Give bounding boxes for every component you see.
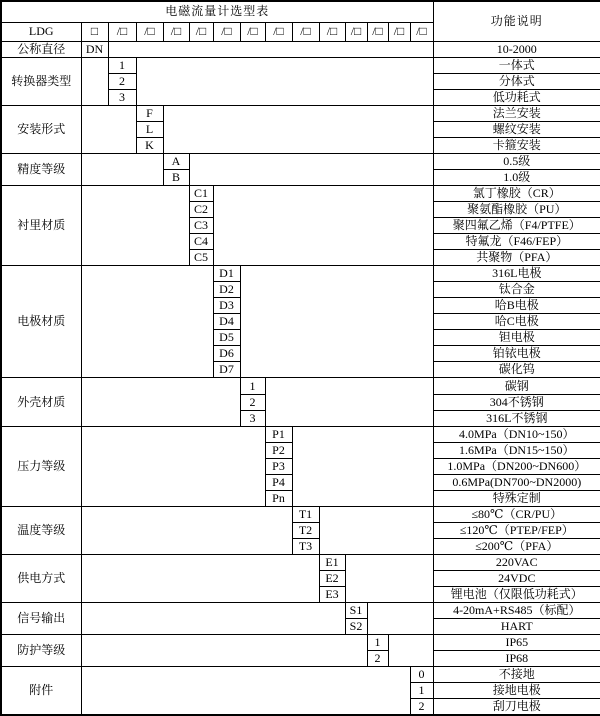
- spacer-cell: [163, 105, 433, 153]
- code-cell: 3: [240, 410, 265, 426]
- code-cell: K: [136, 137, 163, 153]
- code-cell: 3: [108, 89, 136, 105]
- function-cell: 锂电池（仅限低功耗式）: [433, 587, 600, 603]
- function-cell: 刮刀电极: [433, 699, 600, 715]
- code-cell: 1: [367, 635, 388, 651]
- code-cell: D7: [213, 362, 240, 378]
- table-row: [1, 555, 600, 571]
- code-cell: C4: [189, 234, 213, 250]
- model-slash-box-cell: /□: [108, 22, 136, 41]
- spacer-cell: [319, 506, 433, 554]
- table-row: [1, 153, 600, 169]
- code-cell: S2: [345, 619, 367, 635]
- function-cell: 螺纹安装: [433, 121, 600, 137]
- title-row: [1, 1, 600, 22]
- function-cell: 0.6MPa(DN700~DN2000): [433, 474, 600, 490]
- code-cell: T2: [292, 522, 319, 538]
- spacer-cell: [81, 667, 410, 715]
- category-label: 电极材质: [1, 266, 81, 378]
- code-cell: 2: [410, 699, 433, 715]
- spacer-cell: [213, 185, 433, 265]
- model-slash-box-cell: /□: [319, 22, 345, 41]
- code-cell: P4: [265, 474, 292, 490]
- function-cell: 钛合金: [433, 282, 600, 298]
- spacer-cell: [367, 603, 433, 635]
- category-label: 外壳材质: [1, 378, 81, 426]
- code-cell: 2: [108, 73, 136, 89]
- code-cell: A: [163, 153, 189, 169]
- category-label: 安装形式: [1, 105, 81, 153]
- code-cell: 1: [240, 378, 265, 394]
- code-cell: E1: [319, 555, 345, 571]
- table-row: [1, 105, 600, 121]
- code-cell: C3: [189, 218, 213, 234]
- function-cell: 1.0级: [433, 169, 600, 185]
- table-row: [1, 667, 600, 683]
- code-cell: Pn: [265, 490, 292, 506]
- function-cell: 法兰安装: [433, 105, 600, 121]
- function-cell: ≤80℃（CR/PU）: [433, 506, 600, 522]
- function-cell: 特殊定制: [433, 490, 600, 506]
- category-label: 衬里材质: [1, 185, 81, 265]
- category-label: 附件: [1, 667, 81, 715]
- table-row: [1, 57, 600, 73]
- code-cell: T1: [292, 506, 319, 522]
- code-cell: E3: [319, 587, 345, 603]
- model-slash-box-cell: /□: [163, 22, 189, 41]
- model-slash-box-cell: /□: [213, 22, 240, 41]
- spacer-cell: [136, 57, 433, 105]
- code-cell: S1: [345, 603, 367, 619]
- function-cell: IP65: [433, 635, 600, 651]
- category-label: 供电方式: [1, 555, 81, 603]
- table-row: [1, 426, 600, 442]
- function-column-header: 功能说明: [433, 1, 600, 41]
- function-cell: 0.5级: [433, 153, 600, 169]
- page-title: 电磁流量计选型表: [1, 1, 433, 22]
- function-cell: 24VDC: [433, 571, 600, 587]
- spacer-cell: [345, 555, 433, 603]
- spacer-cell: [81, 57, 108, 105]
- table-row: [1, 635, 600, 651]
- function-cell: IP68: [433, 651, 600, 667]
- code-cell: D4: [213, 314, 240, 330]
- spacer-cell: [81, 185, 189, 265]
- code-cell: 1: [410, 683, 433, 699]
- function-cell: ≤120℃（PTEP/FEP）: [433, 522, 600, 538]
- code-cell: C2: [189, 201, 213, 217]
- function-cell: ≤200℃（PFA）: [433, 538, 600, 554]
- spacer-cell: [81, 153, 163, 185]
- code-cell: DN: [81, 41, 108, 57]
- table-row: [1, 41, 600, 57]
- category-label: 精度等级: [1, 153, 81, 185]
- function-cell: 304不锈钢: [433, 394, 600, 410]
- function-cell: 钽电极: [433, 330, 600, 346]
- model-slash-box-cell: /□: [189, 22, 213, 41]
- spacer-cell: [81, 105, 136, 153]
- spacer-cell: [81, 555, 319, 603]
- category-label: 压力等级: [1, 426, 81, 506]
- code-cell: L: [136, 121, 163, 137]
- function-cell: 1.6MPa（DN15~150）: [433, 442, 600, 458]
- code-cell: P2: [265, 442, 292, 458]
- model-slash-box-cell: /□: [345, 22, 367, 41]
- spacer-cell: [81, 635, 367, 667]
- code-cell: D2: [213, 282, 240, 298]
- function-cell: 10-2000: [433, 41, 600, 57]
- function-cell: 不接地: [433, 667, 600, 683]
- spacer-cell: [108, 41, 433, 57]
- function-cell: 4-20mA+RS485（标配）: [433, 603, 600, 619]
- table-row: [1, 603, 600, 619]
- function-cell: HART: [433, 619, 600, 635]
- function-cell: 接地电极: [433, 683, 600, 699]
- function-cell: 碳钢: [433, 378, 600, 394]
- category-label: 信号输出: [1, 603, 81, 635]
- function-cell: 卡箍安装: [433, 137, 600, 153]
- model-slash-box-cell: /□: [388, 22, 410, 41]
- spacer-cell: [81, 506, 292, 554]
- function-cell: 聚四氟乙烯（F4/PTFE）: [433, 218, 600, 234]
- function-cell: 聚氨酯橡胶（PU）: [433, 201, 600, 217]
- code-cell: E2: [319, 571, 345, 587]
- code-cell: 2: [367, 651, 388, 667]
- code-cell: B: [163, 169, 189, 185]
- model-slash-box-cell: /□: [410, 22, 433, 41]
- spacer-cell: [81, 426, 265, 506]
- function-cell: 一体式: [433, 57, 600, 73]
- function-cell: 220VAC: [433, 555, 600, 571]
- spacer-cell: [189, 153, 433, 185]
- code-cell: D6: [213, 346, 240, 362]
- function-cell: 316L不锈钢: [433, 410, 600, 426]
- spacer-cell: [240, 266, 433, 378]
- category-label: 公称直径: [1, 41, 81, 57]
- function-cell: 共聚物（PFA）: [433, 250, 600, 266]
- model-slash-box-cell: /□: [240, 22, 265, 41]
- code-cell: F: [136, 105, 163, 121]
- code-cell: P3: [265, 458, 292, 474]
- function-cell: 碳化钨: [433, 362, 600, 378]
- model-slash-box-cell: /□: [136, 22, 163, 41]
- spacer-cell: [265, 378, 433, 426]
- function-cell: 316L电极: [433, 266, 600, 282]
- spacer-cell: [81, 603, 345, 635]
- function-cell: 4.0MPa（DN10~150）: [433, 426, 600, 442]
- function-cell: 哈C电极: [433, 314, 600, 330]
- category-label: 转换器类型: [1, 57, 81, 105]
- function-cell: 氯丁橡胶（CR）: [433, 185, 600, 201]
- code-cell: D1: [213, 266, 240, 282]
- code-cell: D5: [213, 330, 240, 346]
- code-cell: C1: [189, 185, 213, 201]
- category-label: 防护等级: [1, 635, 81, 667]
- function-cell: 1.0MPa（DN200~DN600）: [433, 458, 600, 474]
- table-row: [1, 378, 600, 394]
- code-cell: 2: [240, 394, 265, 410]
- model-first-box-cell: □: [81, 22, 108, 41]
- table-row: [1, 266, 600, 282]
- code-cell: P1: [265, 426, 292, 442]
- table-row: [1, 506, 600, 522]
- spacer-cell: [388, 635, 433, 667]
- function-cell: 铂铱电极: [433, 346, 600, 362]
- table-row: [1, 185, 600, 201]
- code-cell: 0: [410, 667, 433, 683]
- model-slash-box-cell: /□: [292, 22, 319, 41]
- model-slash-box-cell: /□: [367, 22, 388, 41]
- spacer-cell: [81, 266, 213, 378]
- model-slash-box-cell: /□: [265, 22, 292, 41]
- spacer-cell: [292, 426, 433, 506]
- function-cell: 哈B电极: [433, 298, 600, 314]
- code-cell: T3: [292, 538, 319, 554]
- category-label: 温度等级: [1, 506, 81, 554]
- code-cell: D3: [213, 298, 240, 314]
- function-cell: 特氟龙（F46/FEP）: [433, 234, 600, 250]
- function-cell: 低功耗式: [433, 89, 600, 105]
- code-cell: C5: [189, 250, 213, 266]
- spacer-cell: [81, 378, 240, 426]
- code-cell: 1: [108, 57, 136, 73]
- model-prefix-cell: LDG: [1, 22, 81, 41]
- function-cell: 分体式: [433, 73, 600, 89]
